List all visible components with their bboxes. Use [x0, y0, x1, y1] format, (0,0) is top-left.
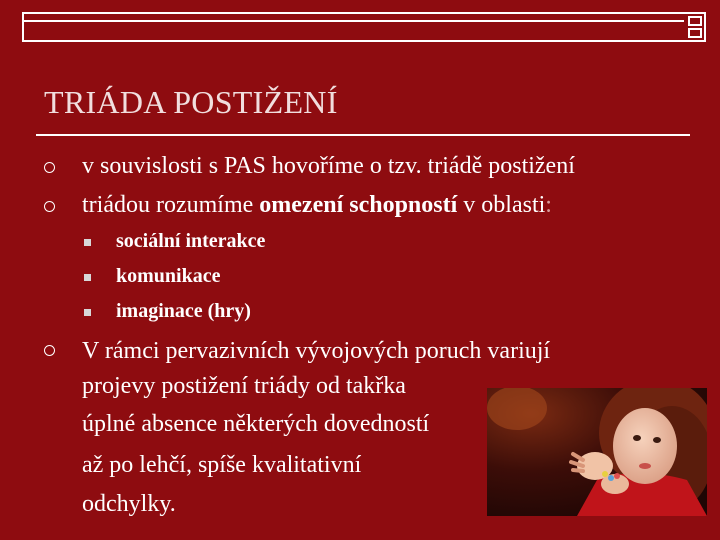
bullet-text-suffix: v oblasti — [457, 192, 546, 218]
bullet-item: v souvislosti s PAS hovoříme o tzv. triádě postižení — [82, 153, 575, 179]
hollow-circle-bullet-icon — [44, 162, 55, 173]
slide-title: TRIÁDA POSTIŽENÍ — [44, 84, 338, 120]
bullet-item-line: projevy postižení triády od takřka — [82, 373, 406, 399]
square-bullet-icon — [84, 274, 91, 281]
bullet-item — [82, 191, 552, 220]
sub-bullet-item: komunikace — [116, 265, 221, 287]
sub-bullet-item: sociální interakce — [116, 230, 266, 252]
child-photo — [487, 388, 707, 516]
sub-bullet-item: imaginace (hry) — [116, 300, 251, 322]
bullet-item-line: odchylky. — [82, 491, 176, 517]
bullet-item-line: V rámci pervazivních vývojových poruch variují — [82, 338, 551, 364]
hollow-circle-bullet-icon — [44, 345, 55, 356]
bullet-text-colon: : — [545, 192, 552, 218]
hollow-circle-bullet-icon — [44, 201, 55, 212]
bullet-text-prefix: triádou rozumíme — [82, 192, 260, 218]
bullet-item-line: úplné absence některých dovedností — [82, 411, 430, 437]
square-bullet-icon — [84, 239, 91, 246]
bullet-text-emphasis: omezení schopností — [259, 192, 458, 218]
square-bullet-icon — [84, 309, 91, 316]
bullet-item-line: až po lehčí, spíše kvalitativní — [82, 452, 362, 478]
